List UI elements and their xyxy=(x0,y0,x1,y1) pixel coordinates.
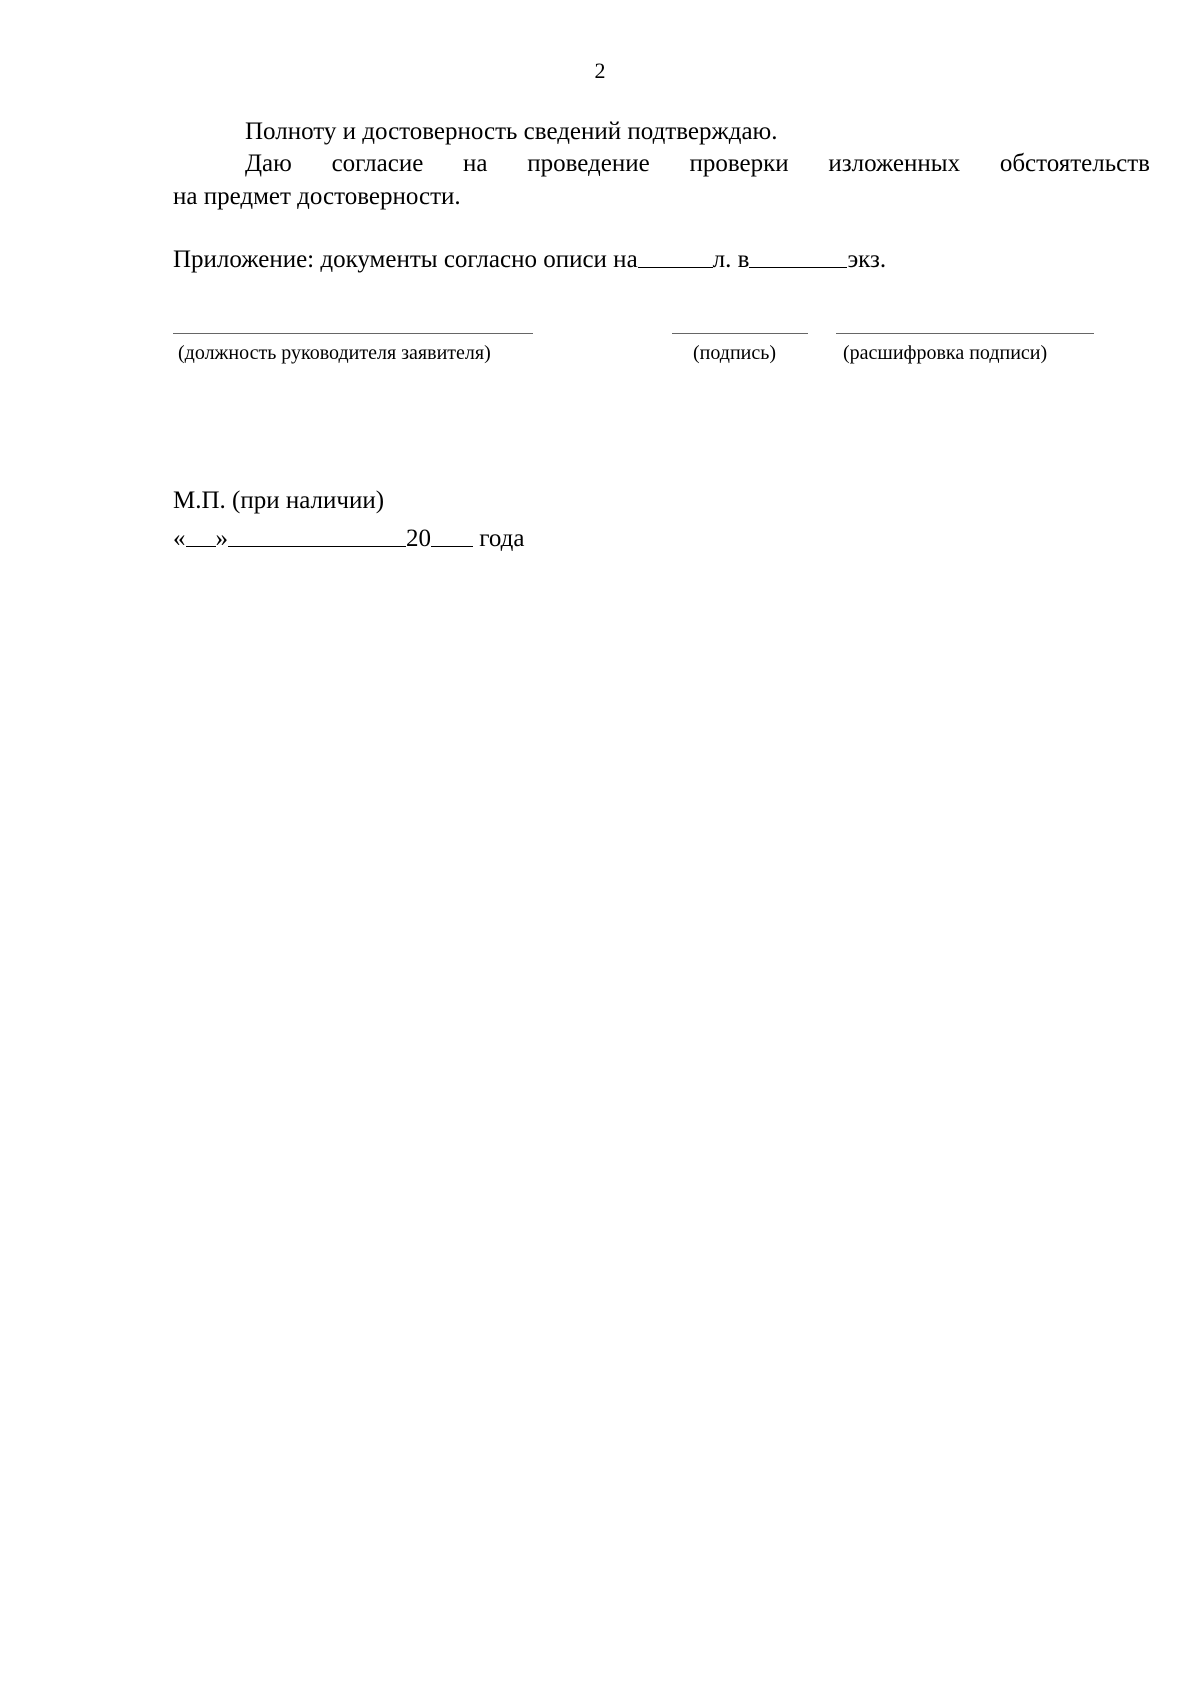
month-blank[interactable] xyxy=(228,546,406,547)
date-century: 20 xyxy=(406,525,431,552)
consent-paragraph-line-1: Даю согласие на проведение проверки изложенных обстоятельств xyxy=(245,150,1150,177)
page-number: 2 xyxy=(594,58,606,83)
signature-decode-caption: (расшифровка подписи) xyxy=(843,342,1048,364)
position-signature-line[interactable] xyxy=(173,333,533,334)
attachment-line xyxy=(173,246,886,274)
signature-line[interactable] xyxy=(672,333,808,334)
date-suffix: года xyxy=(479,525,525,552)
date-close-quote: » xyxy=(215,525,228,552)
consent-paragraph-line-2: на предмет достоверности. xyxy=(173,183,461,210)
signature-caption: (подпись) xyxy=(693,342,777,364)
sheets-count-blank[interactable] xyxy=(638,267,713,268)
stamp-placeholder: М.П. (при наличии) xyxy=(173,487,385,514)
copies-count-blank[interactable] xyxy=(749,267,847,268)
day-blank[interactable] xyxy=(186,546,216,547)
date-open-quote: « xyxy=(173,525,186,552)
date-line xyxy=(173,525,524,553)
year-blank[interactable] xyxy=(431,546,473,547)
attachment-prefix: Приложение: документы согласно описи на xyxy=(173,246,638,273)
signature-decode-line[interactable] xyxy=(836,333,1094,334)
attachment-middle: л. в xyxy=(712,246,750,273)
confirmation-paragraph: Полноту и достоверность сведений подтверждаю. xyxy=(245,118,778,145)
attachment-suffix: экз. xyxy=(847,246,887,273)
position-caption: (должность руководителя заявителя) xyxy=(178,342,491,364)
